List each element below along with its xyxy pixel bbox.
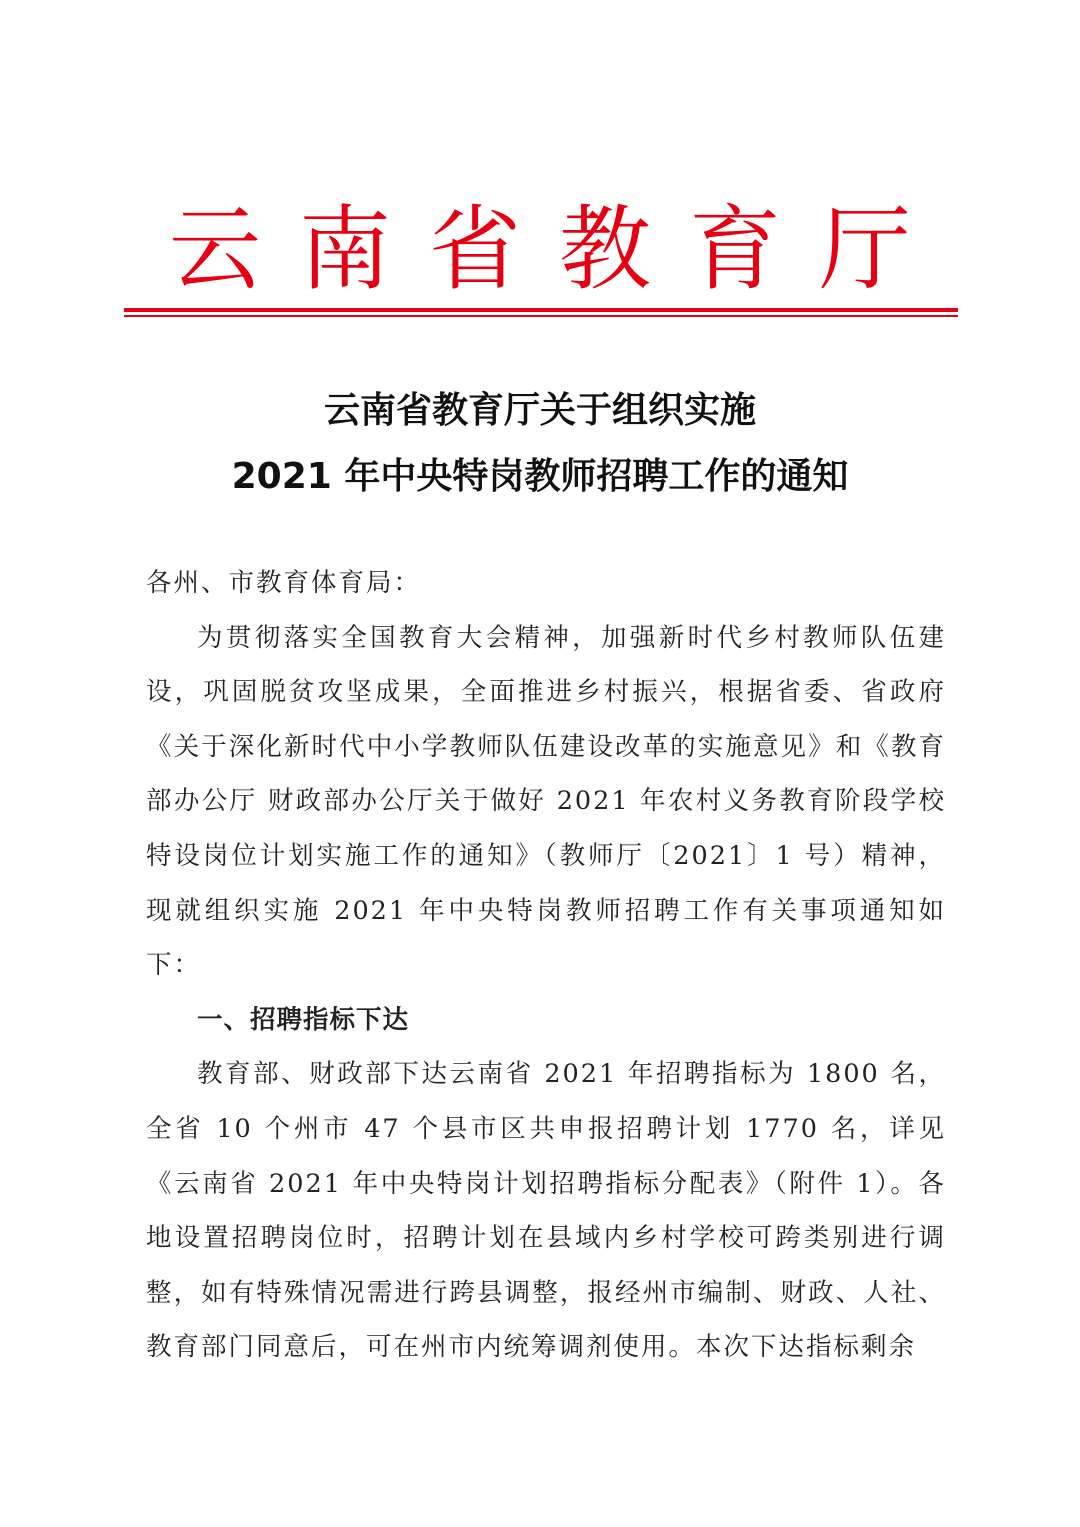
masthead-red-rule-thick	[124, 308, 958, 312]
salutation: 各州、市教育体育局：	[146, 568, 422, 598]
section-1-heading: 一、招聘指标下达	[197, 1004, 410, 1035]
document-title-line-2: 2021 年中央特岗教师招聘工作的通知	[231, 456, 849, 497]
intro-paragraph: 为贯彻落实全国教育大会精神，加强新时代乡村教师队伍建设，巩固脱贫攻坚成果，全面推进乡村振兴，根据省委、省政府《关于深化新时代中小学教师队伍建设改革的实施意见》和《教育部办公厅 财政部办公厅关于做好 2021 年农村义务教育阶段学校特设岗位计划实施工作的通知》（教师厅〔2021〕1 号）精神，现就组织实施 2021 年中央特岗教师招聘工作有关事项通知如下：	[146, 622, 946, 981]
document-title-line-1: 云南省教育厅关于组织实施	[323, 390, 756, 431]
masthead-red-rule-thin	[124, 315, 958, 317]
masthead-title: 云南省教育厅	[168, 196, 949, 303]
section-1-paragraph: 教育部、财政部下达云南省 2021 年招聘指标为 1800 名，全省 10 个州市 47 个县市区共申报招聘计划 1770 名，详见《云南省 2021 年中央特岗计划招聘指标分配表》（附件 1）。各地设置招聘岗位时，招聘计划在县域内乡村学校可跨类别进行调整，如有特殊情况需进行跨县调整，报经州市编制、财政、人社、教育部门同意后，可在州市内统筹调剂使用。本次下达指标剩余	[146, 1059, 946, 1363]
document-title	[0, 378, 1080, 510]
document-body	[146, 556, 946, 1375]
